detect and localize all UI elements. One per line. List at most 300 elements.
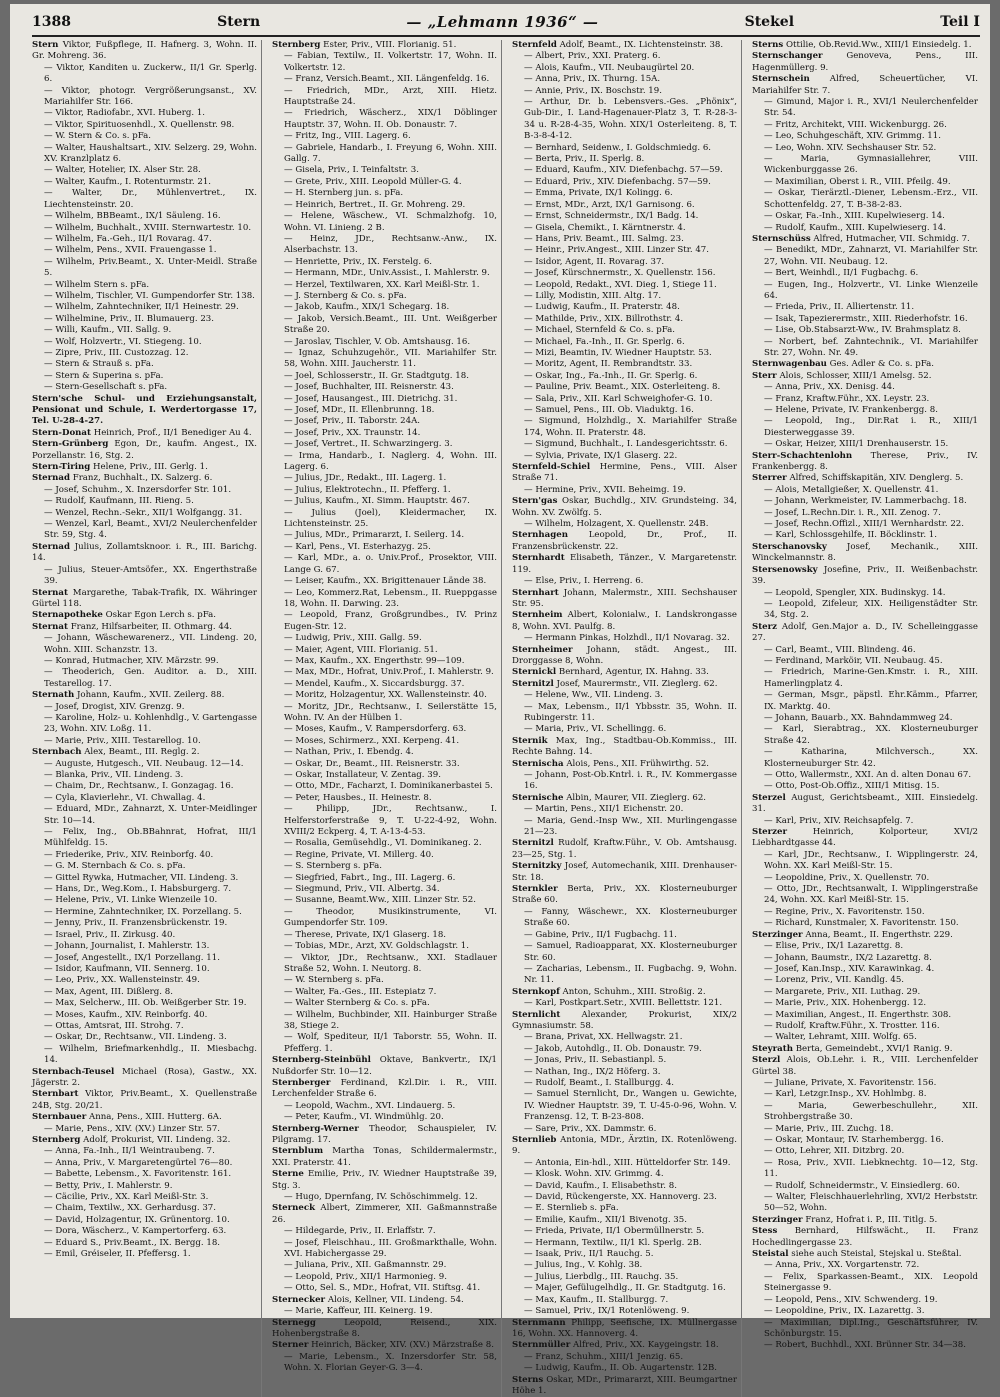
directory-entry	[512, 40, 737, 51]
entry-text: Helene, Priv., III. Gerlg. 1.	[93, 462, 208, 473]
entry-text: Heinrich, Kolporteur, XVI/2 Liebhardtgasse 44.	[752, 827, 978, 849]
entry-text: — Josef, MDr., II. Ellenbrunng. 18.	[284, 405, 435, 415]
directory-entry	[512, 439, 737, 450]
directory-entry	[752, 747, 978, 770]
entry-text: — Jenny, Priv., II. Franzensbrückenstr. 19.	[44, 918, 228, 929]
directory-entry	[272, 1124, 497, 1147]
directory-column	[32, 40, 262, 1397]
entry-text: — Josef, Kan.Insp., XIV. Karawinkag. 4.	[764, 963, 935, 974]
entry-text: — Julius, Steuer-Amtsöfer., XX. Engerthstraße 39.	[44, 564, 257, 587]
entry-text: — W. Stern & Co. s. pFa.	[44, 131, 151, 142]
directory-entry	[32, 850, 257, 861]
entry-text: — Cäcilie, Priv., XX. Karl Meißl-Str. 3.	[44, 1192, 209, 1203]
entry-text: — Gisela, Priv., I. Teinfaltstr. 3.	[284, 165, 419, 176]
entry-text: — E. Sternlieb s. pFa.	[524, 1203, 619, 1214]
entry-text: — Jonas, Priv., II. Sebastianpl. 5.	[524, 1055, 667, 1066]
entry-text: — Albert, Priv., XXI. Praterg. 6.	[524, 51, 661, 62]
entry-text: — Josef, Priv., XX. Traunstr. 14.	[284, 427, 421, 438]
directory-entry	[272, 576, 497, 587]
directory-entry	[512, 1067, 737, 1078]
directory-entry	[272, 987, 497, 998]
directory-entry	[272, 177, 497, 188]
directory-entry	[32, 998, 257, 1009]
entry-text: — Tobias, MDr., Arzt, XV. Goldschlagstr. 1.	[284, 941, 470, 952]
directory-entry	[32, 1181, 257, 1192]
entry-text: Berta, Gemeindebt., XVI/1 Ranig. 9.	[795, 1043, 953, 1054]
entry-surname: Sternad	[32, 541, 70, 552]
directory-entry	[272, 1032, 497, 1055]
directory-entry	[32, 930, 257, 941]
entry-surname: Sternheim	[512, 610, 563, 621]
entry-text: — Alois, Kaufm., VII. Neubaugürtel 20.	[524, 62, 695, 73]
entry-surname: Sternberger	[272, 1077, 331, 1088]
entry-text: Therese, Priv., IV. Frankenbergg. 8.	[752, 450, 978, 473]
entry-text: Bernhard, Hilfswächt., II. Franz Hochedlingergasse 23.	[752, 1226, 979, 1248]
entry-text: Johann, Malermstr., XIII. Sechshauser Str. 95.	[512, 587, 737, 609]
entry-text: — Leopold, Franz, Großgrundbes., IV. Prinz Eugen-Str. 12.	[284, 610, 497, 632]
entry-text: — Gittel Rywka, Hutmacher, VII. Lindeng. 3.	[44, 872, 239, 883]
directory-entry	[272, 473, 497, 484]
directory-entry	[272, 770, 497, 781]
entry-text: — Franz, Schuhm., XIII/1 Jenzig. 65.	[524, 1351, 684, 1362]
directory-entry	[32, 1135, 257, 1146]
directory-entry	[512, 177, 737, 188]
entry-text: — Leo, Kommerz.Rat, Lebensm., II. Rueppgasse 18, Wohn. II. Darwing. 23.	[284, 587, 497, 609]
entry-text: — Majer, Gefülugelhdlg., II. Gr. Stadtgutg. 16.	[524, 1283, 726, 1294]
entry-text: — Annie, Priv., IX. Boschstr. 19.	[524, 85, 662, 96]
entry-text: — Herzel, Textilwaren, XX. Karl Meißl-Str. 1.	[284, 279, 480, 290]
entry-text: — Leo, Schuhgeschäft, XIV. Grimmg. 11.	[764, 131, 941, 142]
directory-entry	[512, 86, 737, 97]
directory-entry	[32, 1226, 257, 1237]
entry-text: Oktave, Bankvertr., IX/1 Nußdorfer Str. 10—12.	[272, 1055, 498, 1077]
directory-entry	[512, 838, 737, 861]
directory-entry	[752, 268, 978, 279]
directory-column	[512, 40, 742, 1397]
directory-entry	[512, 964, 737, 987]
directory-entry	[272, 633, 497, 644]
directory-entry	[512, 610, 737, 633]
directory-entry	[32, 907, 257, 918]
entry-text: — Gisela, Chemikt., I. Kärntnerstr. 4.	[524, 222, 686, 233]
entry-surname: Sternhardt	[512, 553, 565, 564]
entry-text: — Anna, Fa.-Inh., II/1 Weintraubeng. 7.	[44, 1146, 215, 1157]
directory-entry	[32, 827, 257, 850]
directory-entry	[752, 1146, 978, 1157]
directory-entry	[752, 154, 978, 177]
directory-entry	[752, 359, 978, 370]
entry-text: — Ignaz, Schuhzugehör., VII. Mariahilfer Str. 58, Wohn. XIII. Jaucherstr. 11.	[284, 347, 497, 370]
directory-entry	[32, 120, 257, 131]
entry-text: — Felix, Sparkassen-Beamt., XIX. Leopold Steinergasse 9.	[764, 1271, 978, 1294]
entry-surname: Sternschüss	[752, 233, 811, 244]
entry-text: siehe auch Steistal, Stejskal u. Steßtal.	[791, 1249, 962, 1260]
directory-entry	[752, 371, 978, 382]
entry-text: — Samuel, Priv., IX/1 Rotenlöweng. 9.	[524, 1306, 690, 1317]
entry-text: — Karl, MDr., a. o. Univ.Prof., Prosektor, VIII. Lange G. 67.	[284, 553, 497, 575]
directory-entry	[272, 188, 497, 199]
directory-entry	[752, 245, 978, 268]
entry-text: — Josef, Hausangest., III. Dietrichg. 31.	[284, 393, 458, 404]
entry-text: — Wilhelm, Holzagent, X. Quellenstr. 24B.	[524, 519, 709, 530]
entry-text: — Frieda, Priv., II. Alliertenstr. 11.	[764, 302, 915, 313]
entry-surname: Sternberg	[272, 40, 321, 50]
entry-text: — Josef, Angestellt., IX/1 Porzellang. 11.	[44, 952, 220, 963]
directory-entry	[32, 873, 257, 884]
directory-entry	[272, 1226, 497, 1237]
directory-entry	[272, 679, 497, 690]
directory-entry	[512, 268, 737, 279]
directory-entry	[752, 1055, 978, 1078]
directory-entry	[752, 177, 978, 188]
directory-entry	[272, 394, 497, 405]
entry-text: — Oskar, Montaur, IV. Starhembergg. 16.	[764, 1135, 944, 1145]
directory-entry	[272, 108, 497, 131]
directory-entry	[752, 918, 978, 929]
entry-text: — Robert, Buchhdl., XXI. Brünner Str. 34—38.	[764, 1340, 966, 1351]
entry-text: — Oskar, Dr., Beamt., III. Reisnerstr. 33.	[284, 758, 460, 769]
entry-text: — Viktor, photogr. Vergrößerungsanst., XV. Mariahilfer Str. 166.	[44, 85, 257, 108]
entry-text: — Nathan, Priv., I. Ebendg. 4.	[284, 747, 414, 758]
directory-entry	[752, 656, 978, 667]
entry-text: Ester, Priv., VIII. Florianig. 51.	[323, 40, 457, 50]
directory-entry	[32, 177, 257, 188]
directory-entry	[512, 394, 737, 405]
header-right-word: Stekel	[744, 14, 795, 30]
directory-entry	[272, 1203, 497, 1226]
directory-entry	[752, 588, 978, 599]
directory-entry	[272, 416, 497, 427]
directory-entry	[752, 97, 978, 120]
entry-text: — Ottas, Amtsrat, III. Strohg. 7.	[44, 1020, 184, 1031]
entry-text: — Hermine, Priv., XVII. Beheimg. 19.	[524, 484, 686, 495]
entry-text: — Josef, L.Rechn.Dir. i. R., XII. Zenog. 7.	[764, 507, 941, 518]
directory-entry	[512, 143, 737, 154]
entry-surname: Sternwagenbau	[752, 359, 827, 370]
entry-text: Leopold, Dr., Prof., II. Franzensbrückenstr. 22.	[512, 530, 737, 552]
entry-surname: Steistal	[752, 1249, 789, 1260]
entry-text: — Oskar, Dr., Rechtsanw., VII. Lindeng. 3.	[44, 1032, 227, 1043]
entry-text: — Frieda, Private, II/1 Obermüllnerstr. 5.	[524, 1226, 705, 1237]
directory-entry	[752, 884, 978, 907]
entry-text: — Dora, Wäscherz., V. Kampertorferg. 63.	[44, 1226, 227, 1237]
entry-text: — Walter, Hotelier, IX. Alser Str. 28.	[44, 165, 201, 176]
directory-entry	[272, 302, 497, 313]
directory-entry	[752, 964, 978, 975]
directory-entry	[752, 280, 978, 303]
entry-text: — Johann, Baumstr., IX/2 Lazarettg. 8.	[764, 952, 932, 963]
entry-surname: Sterzl	[752, 1055, 781, 1066]
entry-text: — Oskar, Ing., Fa.-Inh., II. Gr. Sperlg. 6.	[524, 370, 698, 381]
directory-entry	[752, 1032, 978, 1043]
directory-entry	[272, 382, 497, 393]
directory-entry	[272, 941, 497, 952]
directory-entry	[512, 679, 737, 690]
directory-entry	[32, 895, 257, 906]
directory-entry	[32, 987, 257, 998]
entry-text: — Josef, Priv., II. Taborstr. 24A.	[284, 416, 421, 427]
directory-entry	[32, 508, 257, 519]
entry-text: — Josef, Drogist, XIV. Grenzg. 9.	[44, 701, 185, 712]
entry-text: — Moses, Schirmerz., XXI. Kerpeng. 41.	[284, 735, 460, 746]
directory-entry	[512, 211, 737, 222]
entry-text: — Stern & Superina s. pFa.	[44, 370, 164, 381]
entry-text: — Antonia, Ein-hdl., XIII. Hütteldorfer Str. 149.	[524, 1157, 731, 1168]
directory-entry	[272, 51, 497, 74]
directory-entry	[32, 496, 257, 507]
directory-column	[272, 40, 502, 1397]
directory-entry	[512, 930, 737, 941]
entry-text: — Bernhard, Seidenw., I. Goldschmiedg. 6.	[524, 142, 712, 153]
directory-entry	[32, 519, 257, 542]
directory-entry	[32, 964, 257, 975]
directory-entry	[752, 941, 978, 952]
entry-text: — Regine, Private, VI. Millerg. 40.	[284, 849, 434, 860]
entry-text: — Anna, Priv., V. Margaretengürtel 76—80.	[44, 1157, 233, 1168]
entry-text: Martha Tonas, Schildermalermstr., XXI. Praterstr. 41.	[272, 1146, 497, 1168]
entry-text: — G. M. Sternbach & Co. s. pFa.	[44, 861, 186, 872]
entry-surname: Sternlicht	[512, 1009, 561, 1020]
entry-text: — Leopoldine, Priv., IX. Lazarettg. 3.	[764, 1306, 925, 1317]
entry-text: — Lorenz, Priv., VII. Kandlg. 45.	[764, 975, 905, 986]
entry-text: — Marie, Priv., III. Zuchg. 18.	[764, 1123, 894, 1134]
entry-text: — Rudolf, Beamt., I. Stallburgg. 4.	[524, 1077, 675, 1088]
directory-entry	[32, 1021, 257, 1032]
entry-text: — Mathilde, Priv., XIX. Billrothstr. 4.	[524, 313, 684, 324]
entry-surname: Stern-Donat	[32, 427, 91, 438]
entry-text: — Samuel Sternlicht, Dr., Wangen u. Gewichte, IV. Wiedner Hauptstr. 39, T. U-45-0-96, Wohn. V. Franzensg. 12, T. B-23-808.	[524, 1089, 737, 1123]
entry-text: — Viktor, Kanditen u. Zuckerw., II/1 Gr. Sperlg. 6.	[44, 62, 257, 85]
directory-entry	[512, 496, 737, 519]
directory-entry	[32, 918, 257, 929]
directory-entry	[512, 1078, 737, 1089]
entry-surname: Sternath	[32, 690, 75, 701]
directory-entry	[752, 314, 978, 325]
entry-text: — Oskar, Heizer, XIII/1 Drenhauserstr. 15.	[764, 439, 949, 450]
entry-surname: Sternfeld	[512, 40, 557, 50]
entry-text: — Hermann Pinkas, Holzhdl., II/1 Novarag. 32.	[524, 633, 730, 644]
directory-entry	[32, 975, 257, 986]
directory-entry	[752, 1124, 978, 1135]
entry-text: — Hermann, MDr., Univ.Assist., I. Mahlerstr. 9.	[284, 268, 490, 279]
entry-text: Alex, Beamt., III. Reglg. 2.	[84, 747, 200, 758]
entry-text: — Johann, Journalist, I. Mahlerstr. 13.	[44, 941, 210, 952]
entry-text: — Marie, Priv., XIII. Testarellog. 10.	[44, 735, 201, 746]
directory-entry	[512, 1215, 737, 1226]
directory-entry	[752, 40, 978, 51]
directory-entry	[752, 1260, 978, 1271]
directory-entry	[752, 1181, 978, 1192]
directory-entry	[752, 1021, 978, 1032]
entry-text: Alfred, Priv., XX. Kaygeingstr. 18.	[573, 1340, 719, 1351]
entry-text: — Heinr., Priv.Angest., XIII. Linzer Str. 47.	[524, 245, 709, 256]
entry-text: Alois, Kellner, VII. Lindeng. 54.	[327, 1294, 464, 1305]
directory-entry	[32, 656, 257, 667]
directory-entry	[512, 816, 737, 839]
entry-text: — Leopold, Priv., XII/1 Harmonieg. 9.	[284, 1271, 447, 1282]
entry-text: Ottilie, Ob.Revid.Ww., XIII/1 Einsiedelg. 1.	[786, 40, 972, 50]
directory-entry	[32, 439, 257, 462]
entry-surname: Sternitzky	[512, 861, 562, 872]
entry-surname: Sterner	[272, 1340, 309, 1351]
entry-text: — Carl, Beamt., VIII. Blindeng. 46.	[764, 644, 916, 655]
directory-entry	[272, 496, 497, 507]
entry-surname: Sternhagen	[512, 530, 568, 541]
entry-text: — Rosalia, Gemüsehdlg., VI. Dominikaneg. 2.	[284, 838, 482, 849]
entry-text: — Jakob, Autohdlg., II. Ob. Donaustr. 79.	[524, 1043, 702, 1054]
entry-text: — Max, Kaufm., II. Stallburgg. 7.	[524, 1294, 669, 1305]
directory-entry	[752, 508, 978, 519]
directory-entry	[272, 1192, 497, 1203]
entry-surname: Sternkopf	[512, 986, 560, 997]
directory-entry	[512, 451, 737, 462]
directory-entry	[512, 280, 737, 291]
entry-surname: Sternische	[512, 792, 564, 803]
entry-text: — Karoline, Holz- u. Kohlenhdlg., V. Gartengasse 23, Wohn. XIV. Loßg. 11.	[44, 712, 257, 735]
entry-surname: Sternlieb	[512, 1135, 557, 1145]
directory-entry	[512, 770, 737, 793]
entry-text: Franz, Buchhalt., IX. Salzerg. 6.	[72, 473, 213, 484]
entry-text: — Ernst, MDr., Arzt, IX/1 Garnisong. 6.	[524, 199, 695, 210]
directory-entry	[272, 1078, 497, 1101]
entry-surname: Sterschanovsky	[752, 541, 827, 552]
entry-text: Heinrich, Prof., II/1 Benediger Au 4.	[93, 427, 252, 438]
directory-entry	[32, 588, 257, 611]
entry-text: — Pauline, Priv. Beamt., XIX. Osterleiteng. 8.	[524, 382, 721, 393]
entry-text: Adolf, Prokurist, VII. Lindeng. 32.	[83, 1135, 231, 1145]
entry-text: — Leopold, Zifeleur, XIX. Heiligenstädter Str. 34, Stg. 2.	[764, 598, 978, 621]
entry-text: — Karl, Pens., VI. Esterhazyg. 25.	[284, 541, 431, 552]
directory-entry	[752, 1318, 978, 1341]
entry-text: — Wilhelm, Zahntechniker, II/1 Heinestr. 29.	[44, 302, 239, 313]
entry-text: — Irma, Handarb., I. Naglerg. 4, Wohn. III. Lagerg. 6.	[284, 450, 497, 473]
entry-surname: Sternitzl	[512, 838, 554, 849]
directory-entry	[512, 1192, 737, 1203]
directory-entry	[752, 120, 978, 131]
directory-entry	[752, 325, 978, 336]
entry-text: — Isidor, Agent, II. Rovarag. 37.	[524, 256, 665, 267]
entry-text: — Klosk. Wohn. XIV. Grimmg. 4.	[524, 1169, 664, 1180]
entry-text: — Moritz, Holzagentur, XX. Wallensteinstr. 40.	[284, 690, 487, 701]
directory-entry	[512, 51, 737, 62]
entry-text: Oskar, MDr., Primararzt, XIII. Beumgartner Höhe 1.	[512, 1374, 738, 1396]
entry-text: — Karl, Postkpart.Setr., XVIII. Bellettstr. 121.	[524, 998, 723, 1009]
entry-text: — Rudolf, Kaufm., XIII. Kupelwieserg. 14.	[764, 222, 946, 233]
directory-entry	[752, 530, 978, 541]
entry-text: — Wilhelm, Buchhalt., XVIII. Sternwartestr. 10.	[44, 222, 252, 233]
entry-text: — Josef, Kürschnermstr., X. Quellenstr. 156.	[524, 268, 716, 279]
entry-surname: Sterzinger	[752, 929, 803, 940]
directory-entry	[32, 633, 257, 656]
directory-entry	[512, 485, 737, 496]
entry-surname: Sternickl	[512, 667, 557, 678]
entry-text: — Anna, Priv., XX. Vorgartenstr. 72.	[764, 1260, 920, 1271]
directory-entry	[32, 108, 257, 119]
directory-entry	[32, 941, 257, 952]
directory-entry	[512, 998, 737, 1009]
entry-text: — Wilhelm, Priv.Beamt., X. Unter-Meidl. Straße 5.	[44, 256, 257, 279]
entry-text: — Samuel, Radioapparat, XX. Klosterneuburger Str. 60.	[524, 941, 737, 963]
directory-entry	[512, 1375, 737, 1397]
entry-text: Albin, Maurer, VII. Zieglerg. 62.	[566, 792, 707, 803]
directory-entry	[32, 1146, 257, 1157]
directory-entry	[32, 1010, 257, 1021]
entry-text: Theodor, Schauspieler, IV. Pilgramg. 17.	[272, 1123, 497, 1145]
directory-entry	[512, 793, 737, 804]
entry-text: — Fabian, Textilw., II. Volkertstr. 17, Wohn. II. Volkertstr. 12.	[284, 51, 497, 73]
entry-surname: Sterzinger	[752, 1214, 803, 1225]
directory-entry	[752, 793, 978, 816]
directory-entry	[512, 200, 737, 211]
directory-entry	[512, 861, 737, 884]
entry-text: — Otto, MDr., Facharzt, I. Dominikanerbastei 5.	[284, 781, 493, 792]
directory-entry	[272, 895, 497, 906]
entry-text: — Helene, Priv., VI. Linke Wienzeile 10.	[44, 895, 218, 906]
directory-entry	[32, 861, 257, 872]
directory-entry	[752, 439, 978, 450]
entry-text: — Josef, Rechn.Offizl., XIII/1 Wernhardstr. 22.	[764, 519, 965, 530]
directory-entry	[32, 234, 257, 245]
entry-text: — Wolf, Holzvertr., VI. Stiegeng. 10.	[44, 336, 202, 347]
directory-entry	[32, 1032, 257, 1043]
entry-text: — Mendel, Kaufm., X. Siccardsburgg. 37.	[284, 678, 465, 689]
entry-text: — Siegfried, Fabrt., Ing., III. Lagerg. 6.	[284, 872, 456, 883]
entry-text: — J. Sternberg & Co. s. pFa.	[284, 290, 407, 301]
directory-entry	[32, 759, 257, 770]
entry-surname: Sternegg	[272, 1317, 316, 1328]
entry-text: — Wilhelm, BBBeamt., IX/1 Säuleng. 16.	[44, 211, 221, 222]
directory-entry	[32, 542, 257, 565]
directory-page	[10, 4, 990, 1396]
entry-text: — Maria, Gewerbeschullehr., XII. Strohbergstraße 30.	[764, 1100, 978, 1123]
entry-surname: Sternberg-Werner	[272, 1123, 359, 1134]
entry-text: Alois, Pens., XII. Frühwirthg. 52.	[566, 758, 710, 769]
entry-text: Alois, Ob.Lehr. i. R., VIII. Lerchenfelder Gürtel 38.	[752, 1055, 978, 1077]
entry-text: — Julius (Joel), Kleidermacher, IX. Lichtensteinstr. 25.	[284, 507, 497, 530]
entry-text: — Lise, Ob.Stabsarzt-Ww., IV. Brahmsplatz 8.	[764, 325, 961, 336]
entry-text: Heinrich, Bäcker, XIV. (XV.) Märzstraße 8.	[311, 1340, 494, 1351]
entry-text: — Leopold, Redakt., XVI. Dieg. 1, Stiege 11.	[524, 279, 717, 290]
entry-surname: Sterr-Schachtenlohn	[752, 450, 853, 461]
directory-entry	[752, 1089, 978, 1100]
directory-entry	[752, 1078, 978, 1089]
entry-text: — Anna, Priv., IX. Thurng. 15A.	[524, 74, 661, 85]
directory-entry	[32, 473, 257, 484]
directory-entry	[512, 1135, 737, 1158]
entry-text: — Martin, Pens., XII/1 Eichenstr. 20.	[524, 804, 684, 815]
entry-surname: Stern	[32, 40, 59, 50]
directory-entry	[512, 371, 737, 382]
entry-text: Johann, städt. Angest., III. Drorggasse 8, Wohn.	[512, 644, 737, 666]
directory-entry	[272, 348, 497, 371]
directory-entry	[272, 257, 497, 268]
directory-entry	[272, 268, 497, 279]
directory-entry	[512, 884, 737, 907]
directory-entry	[272, 1352, 497, 1375]
entry-surname: Sternkler	[512, 884, 558, 895]
entry-text: — Betty, Priv., I. Mahlerstr. 9.	[44, 1180, 173, 1191]
directory-entry	[752, 1044, 978, 1055]
entry-text: — Eduard, Priv., XIV. Diefenbachg. 57—59.	[524, 176, 711, 187]
directory-entry	[512, 1124, 737, 1135]
directory-entry	[272, 439, 497, 450]
entry-text: — Maximilian, Oberst i. R., VIII. Pfeilg. 49.	[764, 176, 951, 187]
directory-entry	[512, 1272, 737, 1283]
entry-text: — Max, Agent, III. Dißlerg. 8.	[44, 986, 173, 997]
directory-entry	[272, 645, 497, 656]
entry-text: — Michael, Fa.-Inh., II. Gr. Sperlg. 6.	[524, 336, 685, 347]
directory-entry	[272, 211, 497, 234]
